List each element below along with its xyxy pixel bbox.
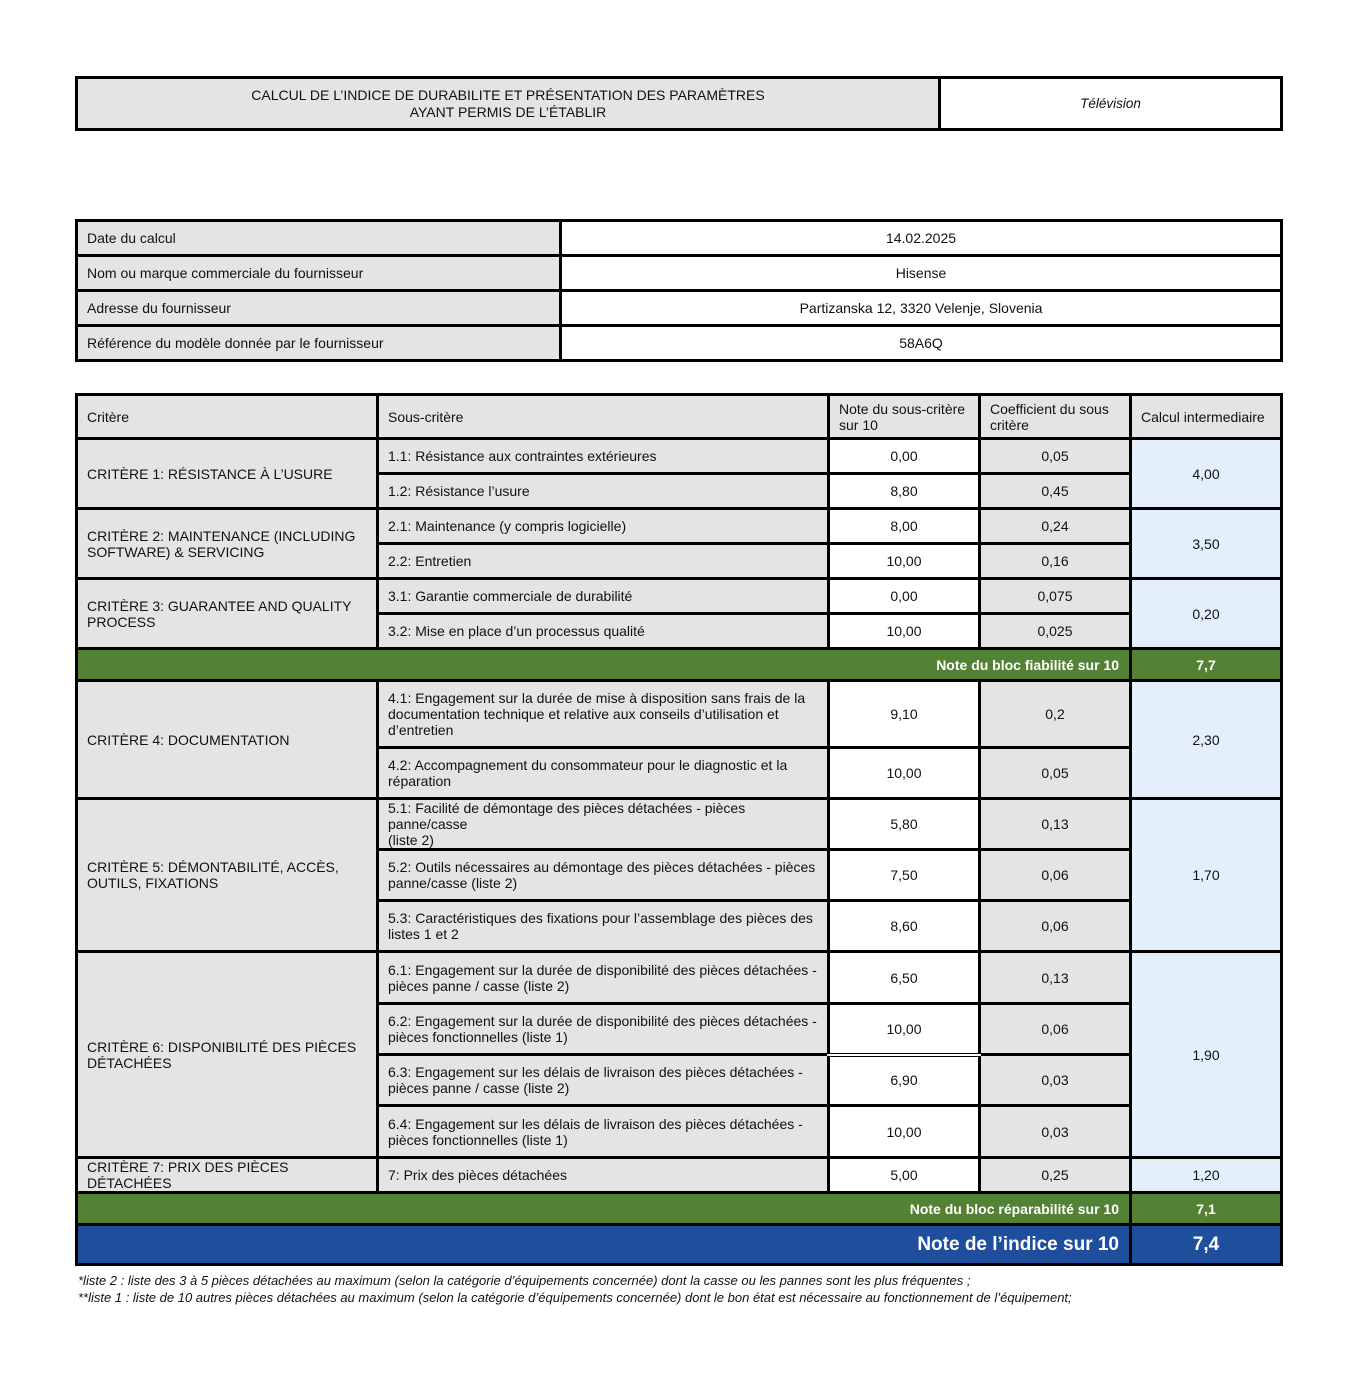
sub-criterion-coef: 0,13 (980, 799, 1131, 850)
sub-criterion-label: 5.1: Facilité de démontage des pièces détachées - pièces panne/casse (liste 2) (378, 799, 829, 850)
title-line-1: CALCUL DE L’INDICE DE DURABILITE ET PRÉSENTATION DES PARAMÈTRES (251, 86, 765, 103)
info-label: Référence du modèle donnée par le fournisseur (77, 326, 561, 361)
sub-criterion-coef: 0,2 (980, 681, 1131, 748)
sub-criterion-note: 10,00 (829, 1106, 980, 1158)
sub-criterion-label: 5.3: Caractéristiques des fixations pour l’assemblage des pièces des listes 1 et 2 (378, 901, 829, 952)
sub-criterion-note: 6,50 (829, 952, 980, 1004)
info-value: 58A6Q (561, 326, 1282, 361)
sub-criterion-coef: 0,03 (980, 1055, 1131, 1106)
sub-criterion-coef: 0,06 (980, 901, 1131, 952)
sub-criterion-note: 8,60 (829, 901, 980, 952)
info-label: Nom ou marque commerciale du fournisseur (77, 256, 561, 291)
criterion-5-name: CRITÈRE 5: DÉMONTABILITÉ, ACCÈS, OUTILS, FIXATIONS (77, 799, 378, 952)
table-row (77, 952, 1282, 1004)
repairability-total-value: 7,1 (1131, 1193, 1282, 1225)
sub-criterion-label: 6.3: Engagement sur les délais de livraison des pièces détachées - pièces panne / casse (liste 2) (378, 1055, 829, 1106)
criterion-3-calc: 0,20 (1131, 579, 1282, 649)
column-header-sous-critere: Sous-critère (378, 395, 829, 439)
sub-criterion-coef: 0,13 (980, 952, 1131, 1004)
sub-criterion-coef: 0,025 (980, 614, 1131, 649)
table-row (77, 579, 1282, 614)
table-row (77, 1158, 1282, 1193)
sub-criterion-coef: 0,075 (980, 579, 1131, 614)
sub-criterion-coef: 0,25 (980, 1158, 1131, 1193)
sub-criterion-coef: 0,06 (980, 1004, 1131, 1055)
info-row (77, 256, 1282, 291)
table-row (77, 799, 1282, 850)
index-total-label: Note de l’indice sur 10 (77, 1225, 1131, 1265)
sub-criterion-coef: 0,03 (980, 1106, 1131, 1158)
criterion-5-calc: 1,70 (1131, 799, 1282, 952)
info-value: 14.02.2025 (561, 221, 1282, 256)
title-line-2: AYANT PERMIS DE L’ÉTABLIR (409, 103, 607, 120)
sub-criterion-note: 0,00 (829, 579, 980, 614)
column-header-note: Note du sous-critère sur 10 (829, 395, 980, 439)
info-label: Date du calcul (77, 221, 561, 256)
criterion-3-name: CRITÈRE 3: GUARANTEE AND QUALITY PROCESS (77, 579, 378, 649)
sub-criterion-note: 10,00 (829, 544, 980, 579)
sub-criterion-note: 8,00 (829, 509, 980, 544)
criteria-table (75, 393, 1283, 1266)
info-row (77, 291, 1282, 326)
sub-criterion-label: 2.2: Entretien (378, 544, 829, 579)
sub-criterion-note: 10,00 (829, 1004, 980, 1055)
sub-criterion-label: 7: Prix des pièces détachées (378, 1158, 829, 1193)
sub-criterion-label: 4.1: Engagement sur la durée de mise à disposition sans frais de la documentation technique et relative aux conseils d’utilisation et d’entretien (378, 681, 829, 748)
sub-criterion-label: 3.1: Garantie commerciale de durabilité (378, 579, 829, 614)
sub-criterion-note: 7,50 (829, 850, 980, 901)
reliability-total-label: Note du bloc fiabilité sur 10 (77, 649, 1131, 681)
criterion-7-name: CRITÈRE 7: PRIX DES PIÈCES DÉTACHÉES (77, 1158, 378, 1193)
table-row (77, 439, 1282, 474)
info-label: Adresse du fournisseur (77, 291, 561, 326)
sub-criterion-label: 3.2: Mise en place d’un processus qualité (378, 614, 829, 649)
column-header-calcul: Calcul intermediaire (1131, 395, 1282, 439)
sub-criterion-note: 0,00 (829, 439, 980, 474)
criterion-1-calc: 4,00 (1131, 439, 1282, 509)
sub-criterion-note: 9,10 (829, 681, 980, 748)
index-total-value: 7,4 (1131, 1225, 1282, 1265)
sub-criterion-label: 6.1: Engagement sur la durée de disponibilité des pièces détachées - pièces panne / casse (liste 2) (378, 952, 829, 1004)
supplier-info-table (75, 219, 1283, 362)
sub-criterion-label: 2.1: Maintenance (y compris logicielle) (378, 509, 829, 544)
footnotes (78, 1272, 1072, 1306)
criterion-2-name: CRITÈRE 2: MAINTENANCE (INCLUDING SOFTWARE) & SERVICING (77, 509, 378, 579)
sub-criterion-coef: 0,05 (980, 439, 1131, 474)
criterion-4-name: CRITÈRE 4: DOCUMENTATION (77, 681, 378, 799)
reliability-total-value: 7,7 (1131, 649, 1282, 681)
info-value: Partizanska 12, 3320 Velenje, Slovenia (561, 291, 1282, 326)
sub-criterion-note: 10,00 (829, 748, 980, 799)
criterion-6-calc: 1,90 (1131, 952, 1282, 1158)
criterion-2-calc: 3,50 (1131, 509, 1282, 579)
sub-criterion-label: 1.1: Résistance aux contraintes extérieures (378, 439, 829, 474)
sub-criterion-label: 1.2: Résistance l’usure (378, 474, 829, 509)
sub-criterion-note: 10,00 (829, 614, 980, 649)
column-header-coefficient: Coefficient du sous critère (980, 395, 1131, 439)
repairability-total-label: Note du bloc réparabilité sur 10 (77, 1193, 1131, 1225)
sub-criterion-coef: 0,16 (980, 544, 1131, 579)
product-category: Télévision (1080, 96, 1141, 111)
info-value: Hisense (561, 256, 1282, 291)
criterion-6-name: CRITÈRE 6: DISPONIBILITÉ DES PIÈCES DÉTACHÉES (77, 952, 378, 1158)
repairability-total-row (77, 1193, 1282, 1225)
info-row (77, 326, 1282, 361)
sub-criterion-label: 4.2: Accompagnement du consommateur pour le diagnostic et la réparation (378, 748, 829, 799)
sub-criterion-coef: 0,24 (980, 509, 1131, 544)
sub-criterion-note: 8,80 (829, 474, 980, 509)
table-row (77, 681, 1282, 748)
sub-criterion-label: 5.2: Outils nécessaires au démontage des pièces détachées - pièces panne/casse (liste 2) (378, 850, 829, 901)
info-row (77, 221, 1282, 256)
column-header-critere: Critère (77, 395, 378, 439)
table-header-row (77, 395, 1282, 439)
document-header (75, 76, 1283, 131)
table-row (77, 509, 1282, 544)
sub-criterion-label: 6.4: Engagement sur les délais de livraison des pièces détachées - pièces fonctionnelles (liste 1) (378, 1106, 829, 1158)
sub-criterion-note: 5,00 (829, 1158, 980, 1193)
index-total-row (77, 1225, 1282, 1265)
criterion-7-calc: 1,20 (1131, 1158, 1282, 1193)
criterion-1-name: CRITÈRE 1: RÉSISTANCE À L’USURE (77, 439, 378, 509)
document-title (78, 79, 941, 128)
footnote-liste-1: **liste 1 : liste de 10 autres pièces détachées au maximum (selon la catégorie d’équipements concernée) dont le bon état est nécessaire au fonctionnement de l’équipement; (78, 1290, 1072, 1305)
footnote-liste-2: *liste 2 : liste des 3 à 5 pièces détachées au maximum (selon la catégorie d’équipements concernée) dont la casse ou les pannes sont les plus fréquentes ; (78, 1273, 971, 1288)
sub-criterion-note: 5,80 (829, 799, 980, 850)
criterion-4-calc: 2,30 (1131, 681, 1282, 799)
sub-criterion-coef: 0,06 (980, 850, 1131, 901)
sub-criterion-note: 6,90 (829, 1055, 980, 1106)
reliability-total-row (77, 649, 1282, 681)
sub-criterion-coef: 0,45 (980, 474, 1131, 509)
sub-criterion-label: 6.2: Engagement sur la durée de disponibilité des pièces détachées - pièces fonctionnelles (liste 1) (378, 1004, 829, 1055)
sub-criterion-coef: 0,05 (980, 748, 1131, 799)
